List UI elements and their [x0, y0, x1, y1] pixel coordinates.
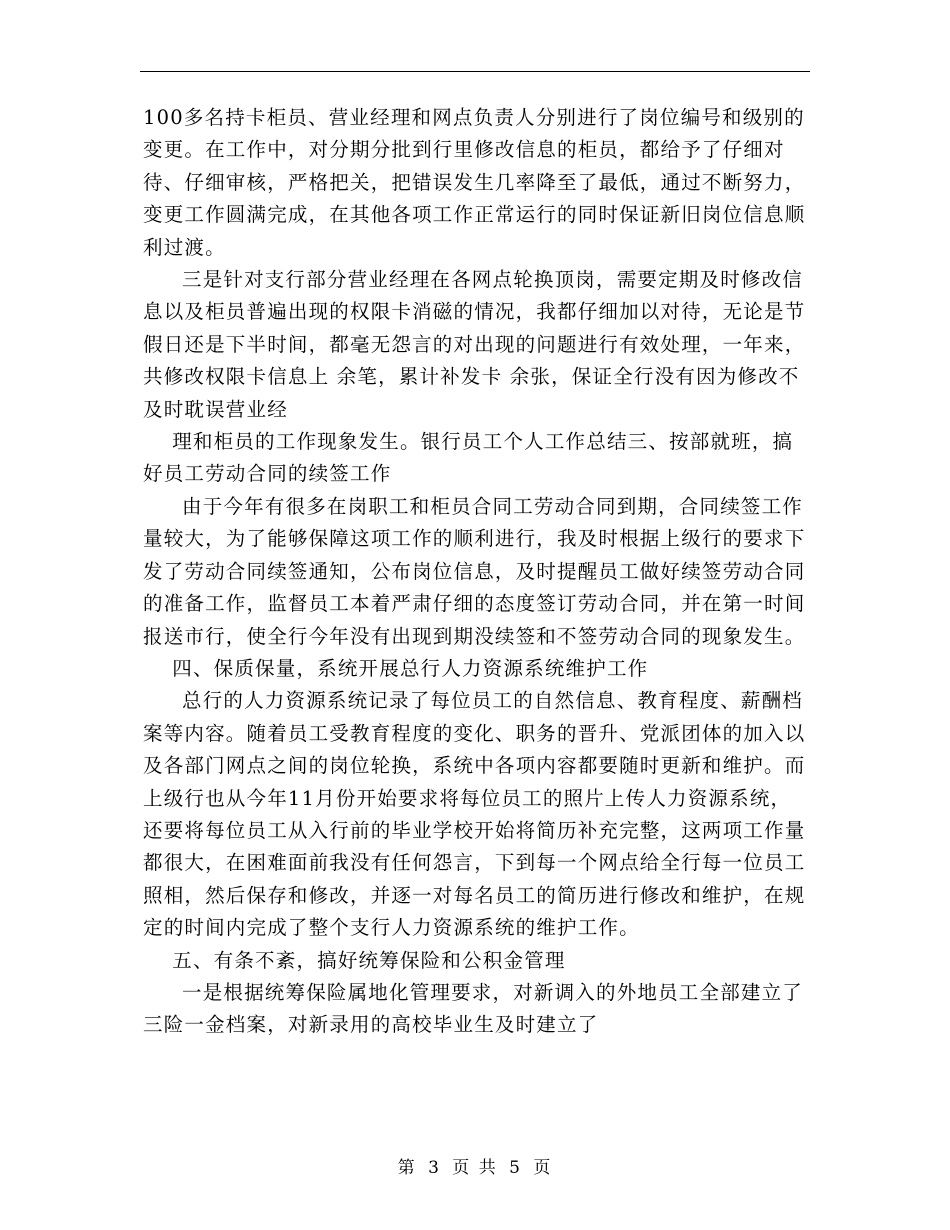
paragraph: 100多名持卡柜员、营业经理和网点负责人分别进行了岗位编号和级别的变更。在工作中，对分期分批到行里修改信息的柜员，都给予了仔细对待、仔细审核，严格把关，把错误发生几率降至了最低，通过不断努力，变更工作圆满完成，在其他各项工作正常运行的同时保证新旧岗位信息顺利过渡。 — [143, 106, 806, 259]
page-number: 3 — [428, 1158, 441, 1178]
paragraph: 理和柜员的工作现象发生。银行员工个人工作总结三、按部就班，搞好员工劳动合同的续签工作 — [143, 430, 794, 486]
section-heading: 五、有条不紊，搞好统筹保险和公积金管理 — [172, 948, 566, 972]
paragraph: 由于今年有很多在岗职工和柜员合同工劳动合同到期，合同续签工作量较大，为了能够保障这项工作的顺利进行，我及时根据上级行的要求下发了劳动合同续签通知，公布岗位信息，及时提醒员工做好续签劳动合同的准备工作，监督员工本着严肃仔细的态度签订劳动合同，并在第一时间报送市行，使全行今年没有出现到期没续签和不签劳动合同的现象发生。 — [143, 494, 806, 648]
footer-suffix: 页 — [533, 1158, 553, 1178]
total-pages: 5 — [509, 1158, 522, 1178]
page-footer — [0, 1153, 950, 1178]
paragraph: 总行的人力资源系统记录了每位员工的自然信息、教育程度、薪酬档案等内容。随着员工受教育程度的变化、职务的晋升、党派团体的加入以及各部门网点之间的岗位轮换，系统中各项内容都要随时更新和维护。而上级行也从今年11月份开始要求将每位员工的照片上传人力资源系统，还要将每位员工从入行前的毕业学校开始将简历补充完整，这两项工作量都很大，在困难面前我没有任何怨言，下到每一个网点给全行每一位员工照相，然后保存和修改，并逐一对每名员工的简历进行修改和维护，在规定的时间内完成了整个支行人力资源系统的维护工作。 — [143, 689, 806, 940]
paragraph: 三是针对支行部分营业经理在各网点轮换顶岗，需要定期及时修改信息以及柜员普遍出现的权限卡消磁的情况，我都仔细加以对待，无论是节假日还是下半时间，都毫无怨言的对出现的问题进行有效处理，一年来，共修改权限卡信息上 余笔，累计补发卡 余张，保证全行没有因为修改不及时耽误营业经 — [143, 268, 806, 421]
footer-prefix: 第 — [397, 1158, 417, 1178]
paragraph: 一是根据统筹保险属地化管理要求，对新调入的外地员工全部建立了三险一金档案，对新录用的高校毕业生及时建立了 — [143, 980, 804, 1037]
header-divider — [140, 71, 810, 72]
section-heading: 四、保质保量，系统开展总行人力资源系统维护工作 — [172, 656, 649, 680]
document-body — [143, 102, 810, 1042]
footer-mid: 页 共 — [452, 1158, 498, 1178]
